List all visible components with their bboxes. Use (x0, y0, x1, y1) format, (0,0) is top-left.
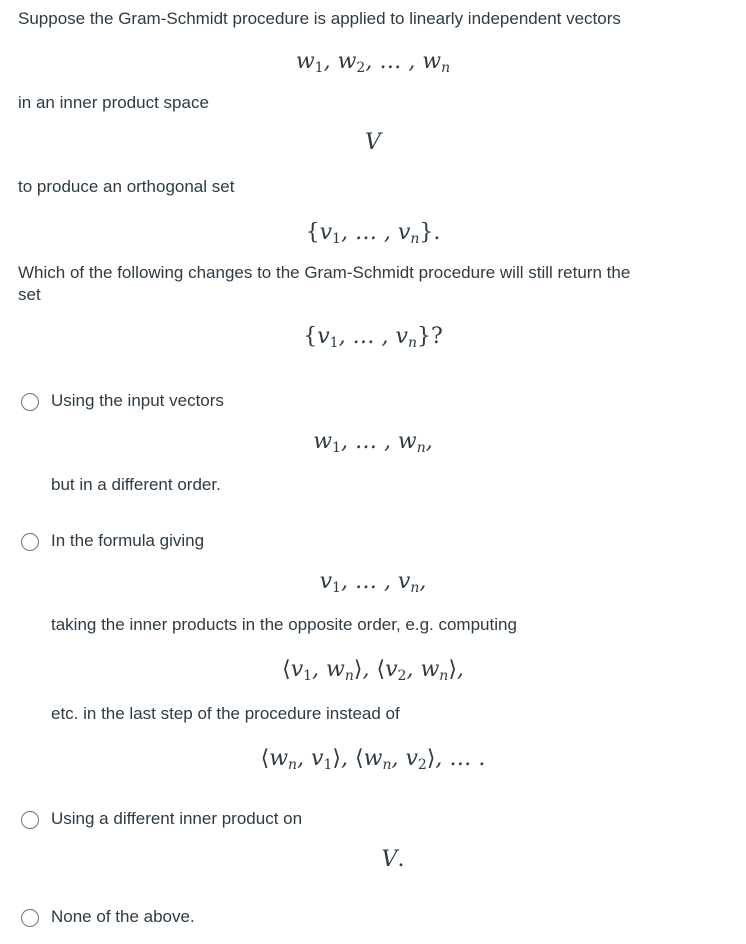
option-2-label[interactable]: In the formula giving (51, 531, 205, 550)
math-space-v: V (365, 130, 381, 155)
math-v-set: {$v_1$, … , $v_n$}. (305, 220, 441, 247)
question-intro: Suppose the Gram-Schmidt procedure is applied to linearly independent vectors (18, 9, 621, 28)
option-3-math-v: V. (381, 847, 405, 872)
question-inner-product-space: in an inner product space (18, 93, 209, 112)
option-1-trailing: but in a different order. (51, 475, 221, 494)
option-1-label[interactable]: Using the input vectors (51, 391, 224, 410)
option-2-math-inner-b: $⟨w_n$, $v_1⟩$, $⟨w_n$, $v_2⟩$, … . (260, 746, 486, 773)
option-2-middle: taking the inner products in the opposite order, e.g. computing (51, 615, 517, 634)
option-2-radio[interactable] (21, 533, 39, 551)
option-3-label[interactable]: Using a different inner product on (51, 809, 303, 828)
option-4-label[interactable]: None of the above. (51, 907, 195, 926)
option-1-math: $w_1$, … , $w_n$, (313, 429, 433, 456)
question-which-cont: set (18, 285, 41, 304)
math-w-list: $w_1$, $w_2$, … , $w_n$ (295, 49, 451, 76)
option-2-math-v: $v_1$, … , $v_n$, (319, 569, 427, 596)
option-2-trailing: etc. in the last step of the procedure instead of (51, 704, 400, 723)
option-2-math-inner-a: $⟨v_1$, $w_n⟩$, $⟨v_2$, $w_n⟩$, (282, 657, 464, 684)
question-orthogonal-set: to produce an orthogonal set (18, 177, 235, 196)
option-1-radio[interactable] (21, 393, 39, 411)
question-which: Which of the following changes to the Gram-Schmidt procedure will still return the (18, 263, 631, 282)
math-v-set-question: {$v_1$, … , $v_n$}? (303, 324, 443, 351)
option-4-radio[interactable] (21, 909, 39, 927)
option-3-radio[interactable] (21, 811, 39, 829)
